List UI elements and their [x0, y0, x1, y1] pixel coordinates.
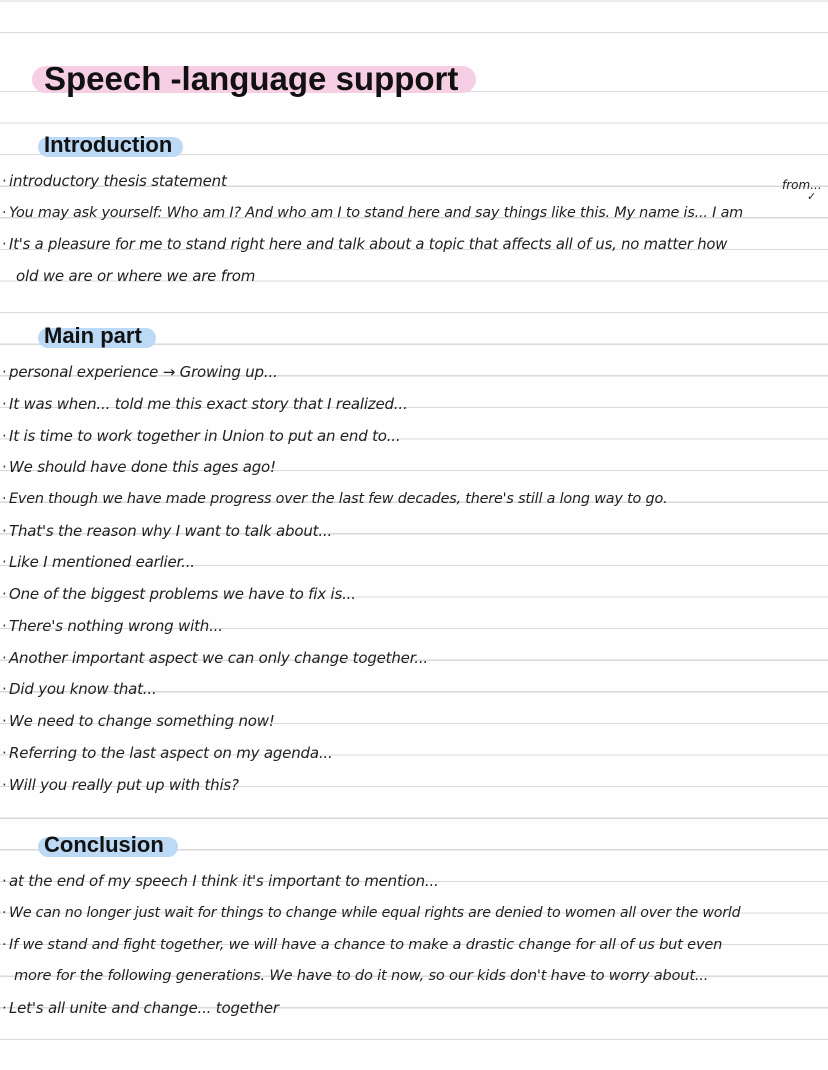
heading-conclusion: Conclusion: [44, 832, 164, 857]
conclusion-line-text: Let's all unite and change... together: [9, 999, 279, 1017]
main-line-text: We should have done this ages ago!: [9, 458, 276, 476]
main-line: · That's the reason why I want to talk about...: [2, 522, 333, 540]
main-line: · We should have done this ages ago!: [2, 458, 276, 476]
check-mark-icon: ✓: [807, 190, 817, 203]
intro-line-text: You may ask yourself: Who am I? And who am I to stand here and say things like this. My name is... I am: [9, 205, 744, 221]
main-line: · We need to change something now!: [2, 712, 275, 730]
conclusion-line: · We can no longer just wait for things to change while equal rights are denied to women all over the world: [2, 905, 741, 921]
main-line-text: We need to change something now!: [9, 712, 275, 730]
margin-note: from...: [782, 178, 822, 192]
main-line-text: Even though we have made progress over the last few decades, there's still a long way to go.: [9, 491, 668, 507]
intro-line-text: It's a pleasure for me to stand right here and talk about a topic that affects all of us, no matter how: [9, 236, 728, 253]
main-line: · It was when... told me this exact story that I realized...: [2, 395, 408, 413]
conclusion-line: · Let's all unite and change... together: [2, 999, 279, 1017]
intro-line: [16, 266, 255, 286]
intro-line: · You may ask yourself: Who am I? And who am I to stand here and say things like this. My name is... I am: [2, 205, 744, 221]
conclusion-line-text: at the end of my speech I think it's important to mention...: [9, 872, 439, 890]
main-line-text: Another important aspect we can only change together...: [9, 649, 428, 667]
main-line: · Like I mentioned earlier...: [2, 553, 195, 571]
main-line: · It is time to work together in Union to put an end to...: [2, 427, 401, 445]
main-line-text: One of the biggest problems we have to fix is...: [9, 585, 356, 603]
main-line: · Did you know that...: [2, 680, 157, 698]
main-line: · Referring to the last aspect on my agenda...: [2, 744, 333, 762]
main-line: · Will you really put up with this?: [2, 776, 239, 794]
main-line: · personal experience → Growing up...: [2, 363, 278, 381]
main-line: · Another important aspect we can only change together...: [2, 649, 428, 667]
intro-line: · introductory thesis statement: [2, 172, 227, 190]
conclusion-line: · at the end of my speech I think it's important to mention...: [2, 872, 439, 890]
intro-line: · It's a pleasure for me to stand right here and talk about a topic that affects all of us, no matter how: [2, 236, 728, 253]
main-line-text: personal experience → Growing up...: [9, 363, 278, 381]
page-title: Speech -language support: [44, 60, 459, 97]
conclusion-line-text: If we stand and fight together, we will have a chance to make a drastic change for all of us but even: [9, 936, 723, 953]
conclusion-line: [14, 966, 708, 986]
conclusion-line-text: We can no longer just wait for things to change while equal rights are denied to women all over the world: [9, 905, 741, 921]
main-line-text: Referring to the last aspect on my agenda...: [9, 744, 333, 762]
heading-main-part: Main part: [44, 323, 142, 348]
main-line-text: That's the reason why I want to talk about...: [9, 522, 333, 540]
main-line-text: It is time to work together in Union to put an end to...: [9, 427, 401, 445]
main-line-text: It was when... told me this exact story that I realized...: [9, 395, 408, 413]
main-line: · One of the biggest problems we have to fix is...: [2, 585, 356, 603]
main-line: · There's nothing wrong with...: [2, 617, 223, 635]
main-line-text: There's nothing wrong with...: [9, 617, 223, 635]
conclusion-line: · If we stand and fight together, we will have a chance to make a drastic change for all of us but even: [2, 936, 723, 953]
main-line: · Even though we have made progress over the last few decades, there's still a long way to go.: [2, 491, 668, 507]
conclusion-line-text: more for the following generations. We have to do it now, so our kids don't have to worry about...: [14, 967, 709, 984]
main-line-text: Like I mentioned earlier...: [9, 553, 195, 571]
heading-introduction: Introduction: [44, 132, 173, 157]
intro-line-text: introductory thesis statement: [9, 172, 227, 190]
main-line-text: Will you really put up with this?: [9, 776, 239, 794]
main-line-text: Did you know that...: [9, 680, 157, 698]
intro-line-text: old we are or where we are from: [16, 267, 256, 285]
